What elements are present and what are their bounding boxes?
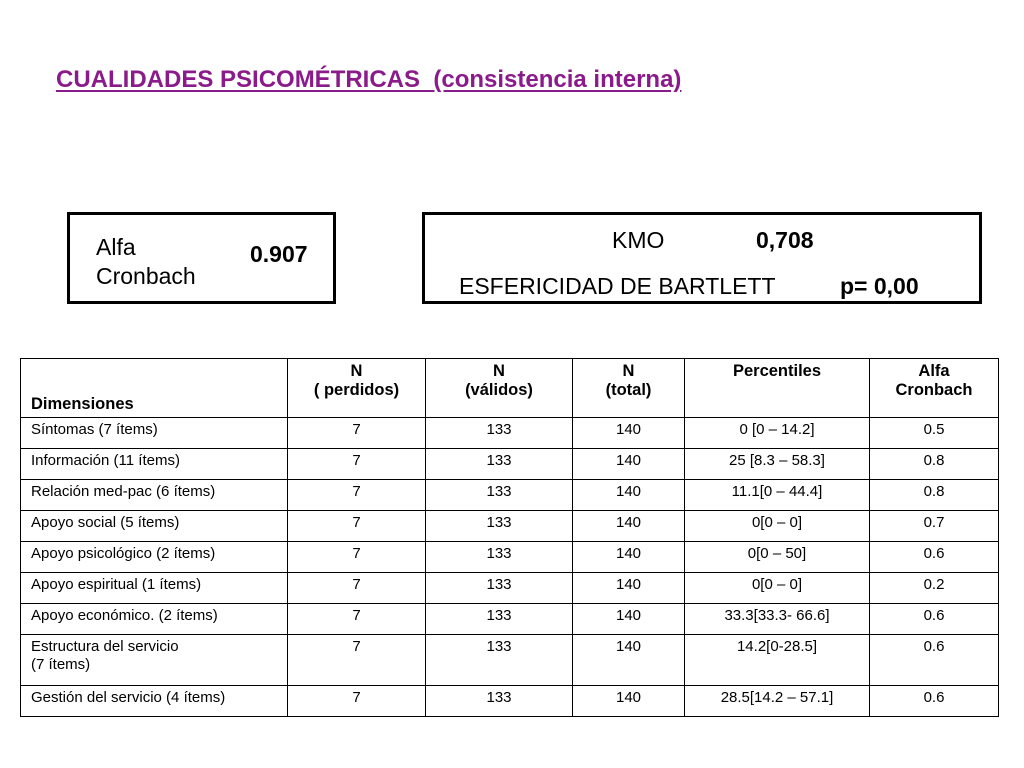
cell-perdidos: 7 bbox=[288, 604, 426, 635]
cell-dimension: Apoyo espiritual (1 ítems) bbox=[21, 573, 288, 604]
cell-total: 140 bbox=[573, 480, 685, 511]
cell-perdidos: 7 bbox=[288, 480, 426, 511]
cell-percentiles: 11.1[0 – 44.4] bbox=[685, 480, 870, 511]
cell-total: 140 bbox=[573, 604, 685, 635]
dimensions-table bbox=[20, 358, 999, 717]
cell-alfa: 0.6 bbox=[870, 635, 999, 686]
cell-perdidos: 7 bbox=[288, 542, 426, 573]
cell-alfa: 0.6 bbox=[870, 542, 999, 573]
cell-percentiles: 33.3[33.3- 66.6] bbox=[685, 604, 870, 635]
cell-perdidos: 7 bbox=[288, 449, 426, 480]
cell-validos: 133 bbox=[426, 449, 573, 480]
cell-percentiles: 0 [0 – 14.2] bbox=[685, 418, 870, 449]
cell-alfa: 0.7 bbox=[870, 511, 999, 542]
cell-dimension: Información (11 ítems) bbox=[21, 449, 288, 480]
cell-validos: 133 bbox=[426, 635, 573, 686]
header-n-validos bbox=[426, 359, 573, 418]
cell-dimension: Gestión del servicio (4 ítems) bbox=[21, 686, 288, 717]
cell-total: 140 bbox=[573, 573, 685, 604]
cell-validos: 133 bbox=[426, 542, 573, 573]
cell-dimension-line2: (7 ítems) bbox=[31, 656, 91, 673]
header-percentiles: Percentiles bbox=[685, 359, 870, 418]
cell-total: 140 bbox=[573, 511, 685, 542]
cell-percentiles: 0[0 – 50] bbox=[685, 542, 870, 573]
cell-alfa: 0.6 bbox=[870, 604, 999, 635]
cell-percentiles: 25 [8.3 – 58.3] bbox=[685, 449, 870, 480]
header-n-validos-line2: (válidos) bbox=[465, 381, 533, 399]
cell-perdidos: 7 bbox=[288, 686, 426, 717]
header-dimensiones: Dimensiones bbox=[21, 359, 288, 418]
header-n-perdidos bbox=[288, 359, 426, 418]
header-n-total-line1: N bbox=[622, 362, 635, 380]
header-alfa-line1: Alfa bbox=[918, 362, 950, 380]
cell-percentiles: 0[0 – 0] bbox=[685, 573, 870, 604]
cell-dimension: Relación med-pac (6 ítems) bbox=[21, 480, 288, 511]
cell-perdidos: 7 bbox=[288, 573, 426, 604]
cell-percentiles: 0[0 – 0] bbox=[685, 511, 870, 542]
cell-dimension-line1: Estructura del servicio bbox=[31, 638, 179, 655]
cell-percentiles: 14.2[0-28.5] bbox=[685, 635, 870, 686]
cell-total: 140 bbox=[573, 635, 685, 686]
cell-total: 140 bbox=[573, 418, 685, 449]
cell-validos: 133 bbox=[426, 686, 573, 717]
kmo-value: 0,708 bbox=[756, 227, 814, 253]
alfa-cronbach-label: Alfa Cronbach bbox=[96, 234, 196, 289]
table-row bbox=[21, 604, 999, 635]
header-n-total-line2: (total) bbox=[605, 381, 652, 399]
table-row bbox=[21, 449, 999, 480]
cell-dimension bbox=[21, 635, 288, 686]
header-n-total bbox=[573, 359, 685, 418]
header-alfa-cronbach bbox=[870, 359, 999, 418]
table-row bbox=[21, 635, 999, 686]
bartlett-value: p= 0,00 bbox=[840, 273, 919, 299]
cell-validos: 133 bbox=[426, 511, 573, 542]
cell-validos: 133 bbox=[426, 573, 573, 604]
cell-dimension: Apoyo social (5 ítems) bbox=[21, 511, 288, 542]
table-row bbox=[21, 511, 999, 542]
cell-alfa: 0.5 bbox=[870, 418, 999, 449]
cell-alfa: 0.8 bbox=[870, 480, 999, 511]
cell-validos: 133 bbox=[426, 604, 573, 635]
bartlett-label: ESFERICIDAD DE BARTLETT bbox=[459, 273, 776, 299]
cell-dimension: Apoyo económico. (2 ítems) bbox=[21, 604, 288, 635]
cell-total: 140 bbox=[573, 542, 685, 573]
table-row bbox=[21, 573, 999, 604]
cell-perdidos: 7 bbox=[288, 418, 426, 449]
kmo-label: KMO bbox=[612, 227, 665, 253]
cell-total: 140 bbox=[573, 449, 685, 480]
kmo-bartlett-box bbox=[422, 212, 982, 304]
page-title: CUALIDADES PSICOMÉTRICAS (consistencia interna) bbox=[56, 66, 682, 93]
cell-alfa: 0.6 bbox=[870, 686, 999, 717]
cell-dimension: Apoyo psicológico (2 ítems) bbox=[21, 542, 288, 573]
table-row bbox=[21, 542, 999, 573]
cell-alfa: 0.2 bbox=[870, 573, 999, 604]
cell-perdidos: 7 bbox=[288, 635, 426, 686]
cell-total: 140 bbox=[573, 686, 685, 717]
cell-perdidos: 7 bbox=[288, 511, 426, 542]
table-row bbox=[21, 686, 999, 717]
cell-percentiles: 28.5[14.2 – 57.1] bbox=[685, 686, 870, 717]
header-n-perdidos-line1: N bbox=[350, 362, 363, 380]
table-header-row bbox=[21, 359, 999, 418]
cell-validos: 133 bbox=[426, 480, 573, 511]
table-row bbox=[21, 418, 999, 449]
alfa-cronbach-value: 0.907 bbox=[250, 241, 308, 267]
cell-validos: 133 bbox=[426, 418, 573, 449]
alfa-cronbach-box bbox=[67, 212, 336, 304]
table-row bbox=[21, 480, 999, 511]
header-n-validos-line1: N bbox=[493, 362, 505, 380]
cell-dimension: Síntomas (7 ítems) bbox=[21, 418, 288, 449]
header-n-perdidos-line2: ( perdidos) bbox=[313, 381, 400, 399]
cell-alfa: 0.8 bbox=[870, 449, 999, 480]
header-alfa-line2: Cronbach bbox=[895, 381, 973, 399]
